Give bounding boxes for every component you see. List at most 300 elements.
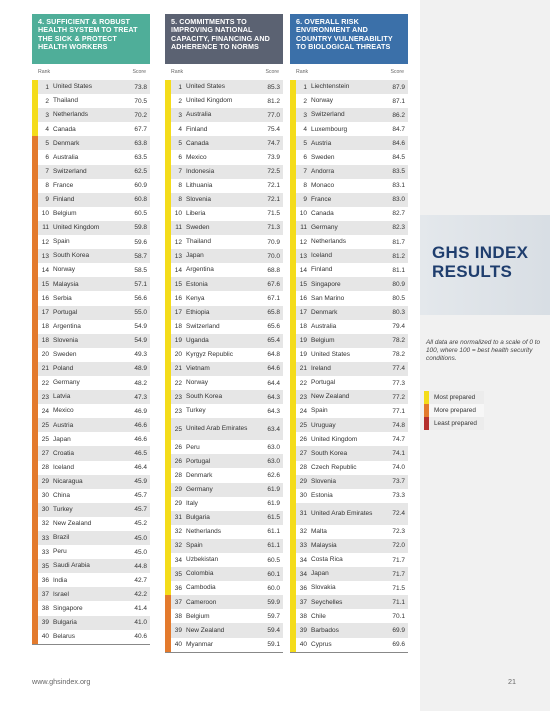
country-cell: Liberia	[186, 210, 206, 218]
normalization-note: All data are normalized to a scale of 0 to 100, where 100 = best health security conditions.	[426, 339, 541, 362]
divider	[290, 652, 408, 653]
country-cell: Slovakia	[311, 584, 336, 592]
table-row	[165, 108, 283, 122]
rank-cell: 15	[299, 280, 307, 288]
score-cell: 71.7	[392, 570, 405, 578]
country-cell: Peru	[53, 548, 67, 556]
country-cell: France	[311, 196, 332, 203]
score-cell: 83.1	[392, 182, 405, 190]
score-cell: 44.8	[134, 562, 147, 570]
table-row	[32, 573, 150, 587]
table-row	[290, 525, 408, 539]
rank-cell: 8	[45, 182, 49, 190]
table-row	[165, 418, 283, 440]
table-row	[290, 348, 408, 362]
country-cell: Norway	[53, 266, 76, 274]
rank-cell: 15	[174, 280, 182, 288]
rank-cell: 23	[41, 393, 49, 401]
rank-cell: 2	[178, 97, 182, 105]
rank-cell: 13	[299, 252, 307, 260]
country-cell: Argentina	[186, 266, 214, 274]
legend-swatch	[424, 404, 429, 417]
country-cell: Netherlands	[311, 238, 347, 246]
score-cell: 80.9	[392, 280, 405, 288]
country-cell: Portugal	[311, 379, 336, 387]
score-cell: 70.5	[134, 97, 147, 105]
country-cell: Germany	[311, 224, 338, 232]
page-title	[432, 243, 528, 281]
rank-cell: 10	[41, 210, 49, 218]
country-cell: Switzerland	[53, 167, 87, 175]
rank-cell: 25	[41, 435, 49, 443]
table-row	[32, 362, 150, 376]
page-number: 21	[508, 677, 516, 686]
score-cell: 60.9	[134, 182, 147, 190]
rank-cell: 19	[299, 351, 307, 359]
score-cell: 60.5	[267, 556, 280, 564]
rank-cell: 23	[299, 393, 307, 401]
country-cell: Andorra	[311, 167, 335, 175]
table-row	[290, 291, 408, 305]
country-cell: Netherlands	[53, 111, 89, 119]
rank-cell: 40	[299, 641, 307, 649]
table-row	[290, 446, 408, 460]
table-row	[165, 263, 283, 277]
table-row	[290, 334, 408, 348]
country-cell: United Arab Emirates	[186, 425, 248, 433]
table-row	[165, 320, 283, 334]
rank-cell: 17	[174, 309, 182, 317]
rank-cell: 18	[174, 323, 182, 331]
score-cell: 81.7	[392, 238, 405, 246]
table-row	[165, 539, 283, 553]
country-cell: Bulgaria	[186, 513, 210, 521]
rank-cell: 12	[174, 238, 182, 246]
score-cell: 73.7	[392, 478, 405, 486]
score-cell: 46.5	[134, 449, 147, 457]
table-row	[32, 122, 150, 136]
table-row	[290, 122, 408, 136]
rank-cell: 12	[299, 238, 307, 246]
score-cell: 45.9	[134, 478, 147, 486]
table-row	[32, 545, 150, 559]
score-cell: 81.1	[392, 266, 405, 274]
rank-cell: 39	[299, 627, 307, 635]
country-cell: Uruguay	[311, 421, 336, 429]
country-cell: New Zealand	[186, 626, 225, 634]
table-row	[32, 221, 150, 235]
table-row	[32, 630, 150, 644]
score-cell: 63.0	[267, 443, 280, 451]
country-cell: Australia	[311, 322, 337, 330]
score-cell: 72.4	[392, 510, 405, 518]
country-cell: Singapore	[311, 280, 341, 288]
rank-cell: 4	[303, 125, 307, 133]
table-row	[165, 609, 283, 623]
country-cell: France	[53, 181, 74, 189]
table-row	[165, 376, 283, 390]
rank-cell: 21	[41, 365, 49, 373]
country-cell: Sweden	[311, 153, 335, 161]
country-cell: Japan	[186, 252, 204, 260]
table-row	[32, 80, 150, 94]
rank-cell: 32	[174, 528, 182, 536]
score-cell: 49.3	[134, 351, 147, 359]
rank-cell: 9	[303, 196, 307, 204]
table-row	[165, 348, 283, 362]
title-line-2: RESULTS	[432, 262, 513, 281]
score-cell: 61.9	[267, 500, 280, 508]
score-cell: 59.4	[267, 627, 280, 635]
table-row	[165, 221, 283, 235]
score-cell: 45.7	[134, 492, 147, 500]
rank-cell: 19	[174, 337, 182, 345]
country-cell: Iceland	[53, 463, 74, 471]
score-cell: 46.6	[134, 421, 147, 429]
country-cell: Ireland	[311, 365, 331, 373]
score-cell: 87.1	[392, 97, 405, 105]
legend-label: Most prepared	[434, 394, 476, 401]
score-cell: 67.6	[267, 280, 280, 288]
score-cell: 77.2	[392, 393, 405, 401]
country-cell: United States	[186, 83, 226, 91]
table-row	[165, 291, 283, 305]
country-cell: Norway	[186, 379, 209, 387]
table-row	[32, 165, 150, 179]
table-row	[165, 623, 283, 637]
score-cell: 71.5	[267, 210, 280, 218]
score-label: Score	[265, 69, 279, 75]
ranking-table	[165, 80, 283, 652]
country-cell: Chile	[311, 612, 326, 620]
rank-cell: 39	[174, 627, 182, 635]
rank-cell: 36	[41, 576, 49, 584]
rank-cell: 34	[299, 570, 307, 578]
rank-cell: 31	[299, 510, 307, 518]
table-row	[165, 404, 283, 418]
table-row	[32, 461, 150, 475]
legend-label: Least prepared	[434, 420, 477, 427]
score-cell: 83.5	[392, 168, 405, 176]
country-cell: Kyrgyz Republic	[186, 351, 233, 359]
score-cell: 48.2	[134, 379, 147, 387]
score-cell: 71.5	[392, 584, 405, 592]
score-cell: 70.2	[134, 111, 147, 119]
rank-cell: 24	[41, 407, 49, 415]
column-commitments	[165, 14, 283, 653]
country-cell: Cameroon	[186, 598, 217, 606]
rank-cell: 21	[299, 365, 307, 373]
rank-cell: 24	[299, 407, 307, 415]
table-row	[32, 587, 150, 601]
table-row	[290, 623, 408, 637]
table-row	[290, 503, 408, 525]
score-cell: 61.5	[267, 514, 280, 522]
rank-cell: 14	[174, 266, 182, 274]
country-cell: Uzbekistan	[186, 556, 219, 564]
country-cell: Finland	[53, 196, 75, 203]
rank-cell: 4	[178, 125, 182, 133]
score-cell: 67.1	[267, 294, 280, 302]
score-cell: 69.6	[392, 641, 405, 649]
score-cell: 57.1	[134, 280, 147, 288]
score-cell: 74.7	[267, 139, 280, 147]
country-cell: South Korea	[311, 449, 348, 457]
rank-label: Rank	[171, 69, 184, 75]
rank-cell: 29	[174, 500, 182, 508]
table-row	[32, 390, 150, 404]
country-cell: United Kingdom	[311, 435, 358, 443]
score-cell: 64.3	[267, 407, 280, 415]
rank-cell: 3	[45, 111, 49, 119]
score-cell: 79.4	[392, 323, 405, 331]
table-row	[290, 432, 408, 446]
table-row	[290, 150, 408, 164]
country-cell: Mexico	[186, 153, 207, 161]
table-row	[290, 249, 408, 263]
table-row	[290, 390, 408, 404]
rank-cell: 3	[303, 111, 307, 119]
score-cell: 74.7	[392, 435, 405, 443]
table-row	[290, 277, 408, 291]
score-cell: 61.1	[267, 542, 280, 550]
country-cell: Seychelles	[311, 598, 343, 606]
country-cell: Canada	[311, 210, 334, 218]
table-row	[290, 638, 408, 652]
score-cell: 70.1	[392, 612, 405, 620]
table-row	[290, 193, 408, 207]
table-row	[165, 179, 283, 193]
score-cell: 77.4	[392, 365, 405, 373]
country-cell: Ethiopia	[186, 308, 210, 316]
table-row	[165, 454, 283, 468]
score-cell: 47.3	[134, 393, 147, 401]
table-row	[32, 601, 150, 615]
rank-cell: 2	[45, 97, 49, 105]
rank-cell: 16	[299, 294, 307, 302]
country-cell: Cyprus	[311, 640, 332, 648]
score-cell: 69.9	[392, 627, 405, 635]
score-cell: 59.8	[134, 224, 147, 232]
country-cell: Croatia	[53, 449, 74, 457]
table-row	[165, 468, 283, 482]
country-cell: Barbados	[311, 626, 339, 634]
rank-cell: 26	[299, 435, 307, 443]
legend-item	[424, 404, 484, 417]
rank-cell: 29	[299, 478, 307, 486]
rank-cell: 18	[299, 323, 307, 331]
rank-cell: 17	[41, 309, 49, 317]
score-cell: 41.0	[134, 619, 147, 627]
country-cell: Netherlands	[186, 528, 222, 536]
table-row	[32, 179, 150, 193]
rank-cell: 5	[303, 139, 307, 147]
score-cell: 46.9	[134, 407, 147, 415]
country-cell: Malta	[311, 528, 327, 536]
table-row	[290, 362, 408, 376]
legend-swatch	[424, 391, 429, 404]
table-row	[32, 207, 150, 221]
country-cell: Nicaragua	[53, 477, 83, 485]
country-cell: Belgium	[53, 210, 77, 218]
country-cell: Japan	[53, 435, 71, 443]
score-cell: 71.7	[392, 556, 405, 564]
score-cell: 61.9	[267, 486, 280, 494]
rank-cell: 18	[41, 323, 49, 331]
table-row	[165, 497, 283, 511]
rank-cell: 14	[299, 266, 307, 274]
country-cell: Switzerland	[311, 111, 345, 119]
country-cell: South Korea	[186, 393, 223, 401]
score-cell: 72.3	[392, 528, 405, 536]
rank-cell: 14	[41, 266, 49, 274]
table-row	[290, 581, 408, 595]
rank-cell: 25	[299, 421, 307, 429]
score-cell: 40.6	[134, 633, 147, 641]
rank-cell: 5	[178, 139, 182, 147]
score-cell: 84.5	[392, 154, 405, 162]
rank-cell: 1	[178, 83, 182, 91]
country-cell: Germany	[53, 379, 80, 387]
score-cell: 64.3	[267, 393, 280, 401]
rank-cell: 2	[303, 97, 307, 105]
legend-item	[424, 417, 484, 430]
country-cell: Turkey	[53, 506, 73, 514]
legend-swatch	[424, 417, 429, 430]
table-row	[165, 525, 283, 539]
table-row	[290, 165, 408, 179]
score-cell: 73.9	[267, 154, 280, 162]
table-row	[32, 348, 150, 362]
table-row	[165, 94, 283, 108]
country-cell: Brazil	[53, 534, 70, 542]
score-cell: 60.0	[267, 584, 280, 592]
score-cell: 42.7	[134, 576, 147, 584]
rank-cell: 31	[174, 514, 182, 522]
score-cell: 81.2	[392, 252, 405, 260]
rank-cell: 13	[41, 252, 49, 260]
rank-cell: 7	[303, 168, 307, 176]
column-subheader	[32, 64, 150, 80]
table-row	[290, 553, 408, 567]
table-row	[32, 404, 150, 418]
country-cell: Peru	[186, 443, 200, 451]
table-row	[32, 136, 150, 150]
country-cell: Spain	[53, 238, 70, 246]
country-cell: Germany	[186, 485, 213, 493]
country-cell: United States	[311, 351, 351, 359]
score-cell: 46.4	[134, 464, 147, 472]
country-cell: Poland	[53, 365, 74, 373]
title-line-1: GHS INDEX	[432, 243, 529, 262]
rank-cell: 20	[174, 351, 182, 359]
rank-cell: 6	[303, 154, 307, 162]
rank-cell: 22	[174, 379, 182, 387]
rank-cell: 15	[41, 280, 49, 288]
country-cell: Austria	[311, 139, 332, 147]
divider	[165, 652, 283, 653]
rank-cell: 12	[41, 238, 49, 246]
country-cell: New Zealand	[53, 520, 92, 528]
table-row	[32, 432, 150, 446]
score-cell: 77.1	[392, 407, 405, 415]
country-cell: Japan	[311, 570, 329, 578]
rank-label: Rank	[296, 69, 309, 75]
score-cell: 46.6	[134, 435, 147, 443]
country-cell: Vietnam	[186, 365, 210, 373]
country-cell: Australia	[186, 111, 212, 119]
country-cell: Mexico	[53, 407, 74, 415]
rank-cell: 9	[45, 196, 49, 204]
score-cell: 59.6	[134, 238, 147, 246]
country-cell: Liechtenstein	[311, 83, 350, 91]
country-cell: Estonia	[311, 491, 333, 499]
rank-cell: 26	[174, 457, 182, 465]
rank-cell: 39	[41, 619, 49, 627]
table-row	[32, 150, 150, 164]
rank-cell: 11	[42, 224, 49, 232]
score-cell: 72.5	[267, 168, 280, 176]
country-cell: Spain	[186, 542, 203, 550]
score-cell: 59.1	[267, 641, 280, 649]
footer-url[interactable]: www.ghsindex.org	[32, 677, 91, 686]
rank-cell: 7	[178, 168, 182, 176]
table-row	[165, 136, 283, 150]
table-row	[32, 616, 150, 630]
rank-label: Rank	[38, 69, 51, 75]
rank-cell: 4	[45, 125, 49, 133]
table-row	[32, 531, 150, 545]
country-cell: United Kingdom	[53, 224, 100, 232]
country-cell: Luxembourg	[311, 125, 348, 133]
country-cell: United States	[53, 83, 93, 91]
country-cell: Singapore	[53, 604, 83, 612]
country-cell: Sweden	[53, 351, 77, 359]
country-cell: Norway	[311, 97, 334, 105]
score-cell: 54.9	[134, 337, 147, 345]
score-cell: 62.6	[267, 471, 280, 479]
country-cell: India	[53, 576, 68, 584]
ranking-table	[290, 80, 408, 652]
score-cell: 59.9	[267, 598, 280, 606]
table-row	[32, 277, 150, 291]
score-cell: 86.2	[392, 111, 405, 119]
country-cell: United Kingdom	[186, 97, 233, 105]
country-cell: Myanmar	[186, 640, 214, 648]
table-row	[165, 595, 283, 609]
score-cell: 65.4	[267, 337, 280, 345]
country-cell: Slovenia	[53, 336, 78, 344]
rank-cell: 6	[178, 154, 182, 162]
rank-cell: 37	[299, 598, 307, 606]
rank-cell: 30	[41, 492, 49, 500]
country-cell: Australia	[53, 153, 79, 161]
table-row	[165, 165, 283, 179]
rank-cell: 29	[174, 486, 182, 494]
score-cell: 75.4	[267, 125, 280, 133]
country-cell: China	[53, 491, 70, 499]
country-cell: Serbia	[53, 294, 72, 302]
country-cell: Slovenia	[186, 196, 211, 203]
rank-cell: 8	[178, 182, 182, 190]
rank-cell: 32	[299, 528, 307, 536]
score-cell: 82.3	[392, 224, 405, 232]
score-cell: 63.5	[134, 154, 147, 162]
table-row	[165, 581, 283, 595]
rank-cell: 10	[174, 210, 182, 218]
country-cell: New Zealand	[311, 393, 350, 401]
rank-cell: 11	[175, 224, 182, 232]
